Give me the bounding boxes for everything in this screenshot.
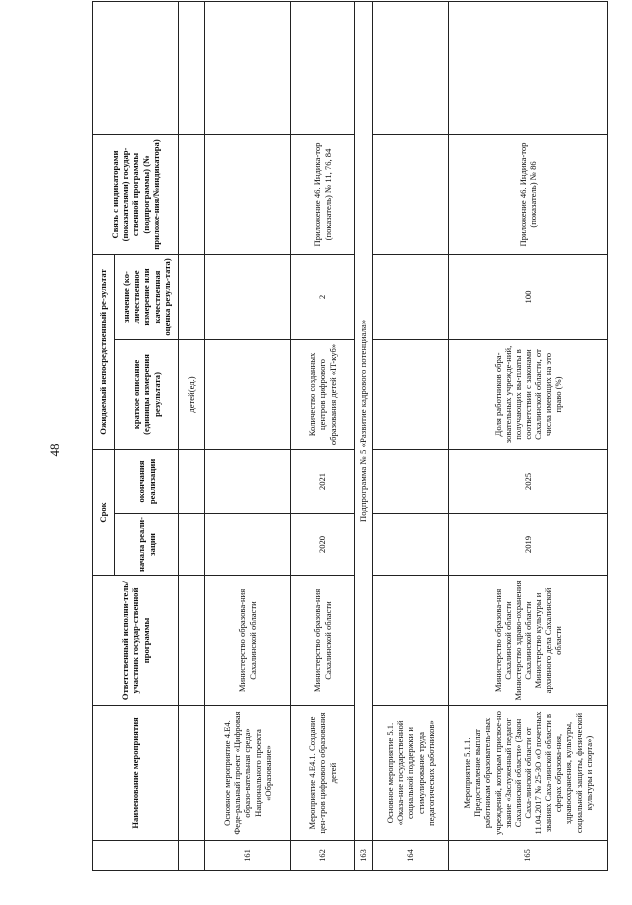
- header-term: Срок: [93, 449, 115, 575]
- row-number: 164: [373, 841, 449, 871]
- row-empty: [449, 1, 608, 134]
- header-term-end: окончания реализации: [115, 449, 179, 513]
- row-link: [373, 134, 449, 254]
- row-end: [205, 449, 291, 513]
- row-end: [373, 449, 449, 513]
- table-row: [291, 1, 355, 870]
- header-empty: [93, 1, 179, 134]
- header-link: Связь с индикаторами (показателями) государ-ственной программы (подпрограммы) (№ приложе-ния/№индикатора): [93, 134, 179, 254]
- row-start: 2019: [449, 514, 608, 576]
- row-empty: [205, 1, 291, 134]
- measures-table: [92, 1, 608, 871]
- row-responsible: Министерство образова-ния Сахалинской области: [291, 576, 355, 706]
- row-name: Мероприятие 4.Е4.1. Создание цен-тров цифрового образования детей: [291, 706, 355, 841]
- row-start: 2020: [291, 514, 355, 576]
- row-start: [205, 514, 291, 576]
- row-number: 162: [291, 841, 355, 871]
- row-responsible: Министерство образова-ния Сахалинской области Министерство здраво-охранения Сахалинской области Министерство культуры и архивного дела Сахалинской области: [449, 576, 608, 706]
- subprogram-row: [355, 1, 373, 870]
- row-result-desc: Количество созданных центров цифрового образования детей «IT-куб»: [291, 339, 355, 449]
- rotated-page: [92, 2, 607, 871]
- row-number: 165: [449, 841, 608, 871]
- header-result-value: значение (ко-личественное измерение или качественная оценка резуль-тата): [115, 254, 179, 339]
- continuation-row: [179, 1, 205, 870]
- continuation-result-desc: детей(ед.): [179, 339, 205, 449]
- row-link: Приложение 46. Индика-тор (показатель) № 86: [449, 134, 608, 254]
- header-num: [93, 841, 179, 871]
- row-result-value: 100: [449, 254, 608, 339]
- row-result-value: [205, 254, 291, 339]
- row-end: 2025: [449, 449, 608, 513]
- row-link: [205, 134, 291, 254]
- table-row: [205, 1, 291, 870]
- row-name: Мероприятие 5.1.1. Предоставление выплат работникам образователь-ных учреждений, которым присвое-но звание «Заслуженный педагог Сахалинской области» (Закон Саха-линской области от 11.04.2017 № 25-ЗО «О почетных званиях Саха-линской области в сферах образова-ния, здравоохранения, культуры, социальной защиты, физической культуры и спорта»): [449, 706, 608, 841]
- header-term-start: начала реали-зации: [115, 514, 179, 576]
- row-number: 161: [205, 841, 291, 871]
- row-number: 163: [355, 841, 373, 871]
- row-start: [373, 514, 449, 576]
- header-result: Ожидаемый непосредственный ре-зультат: [93, 254, 115, 449]
- header-result-desc: краткое описание (единицы измерения результата): [115, 339, 179, 449]
- row-result-desc: [205, 339, 291, 449]
- row-name: Основное мероприятие 4.Е4. Феде-ральный проект «Цифровая образо-вательная среда» Национального проекта «Образование»: [205, 706, 291, 841]
- row-end: 2021: [291, 449, 355, 513]
- row-empty: [373, 1, 449, 134]
- header-row-1: [93, 1, 115, 870]
- row-result-value: 2: [291, 254, 355, 339]
- subprogram-title: Подпрограмма № 5 «Развитие кадрового потенциала»: [355, 1, 373, 840]
- header-responsible: Ответственный исполни-тель/участник государ-ственной программы: [93, 576, 179, 706]
- row-result-desc: [373, 339, 449, 449]
- row-responsible: [373, 576, 449, 706]
- row-name: Основное мероприятие 5.1. «Оказа-ние государственной социальной поддержки и стимулирование труда педагогических работников»: [373, 706, 449, 841]
- row-link: Приложение 46. Индика-тор (показатель) № 11, 76, 84: [291, 134, 355, 254]
- row-responsible: Министерство образова-ния Сахалинской области: [205, 576, 291, 706]
- table-row: [449, 1, 608, 870]
- row-result-desc: Доля работников обра-зовательных учрежде-ний, получающих вы-платы в соответствии с законами Сахалинской области, от числа имеющих на это право (%): [449, 339, 608, 449]
- row-empty: [291, 1, 355, 134]
- row-result-value: [373, 254, 449, 339]
- page-number: 48: [47, 443, 62, 457]
- table-row: [373, 1, 449, 870]
- header-name: Наименование мероприятия: [93, 706, 179, 841]
